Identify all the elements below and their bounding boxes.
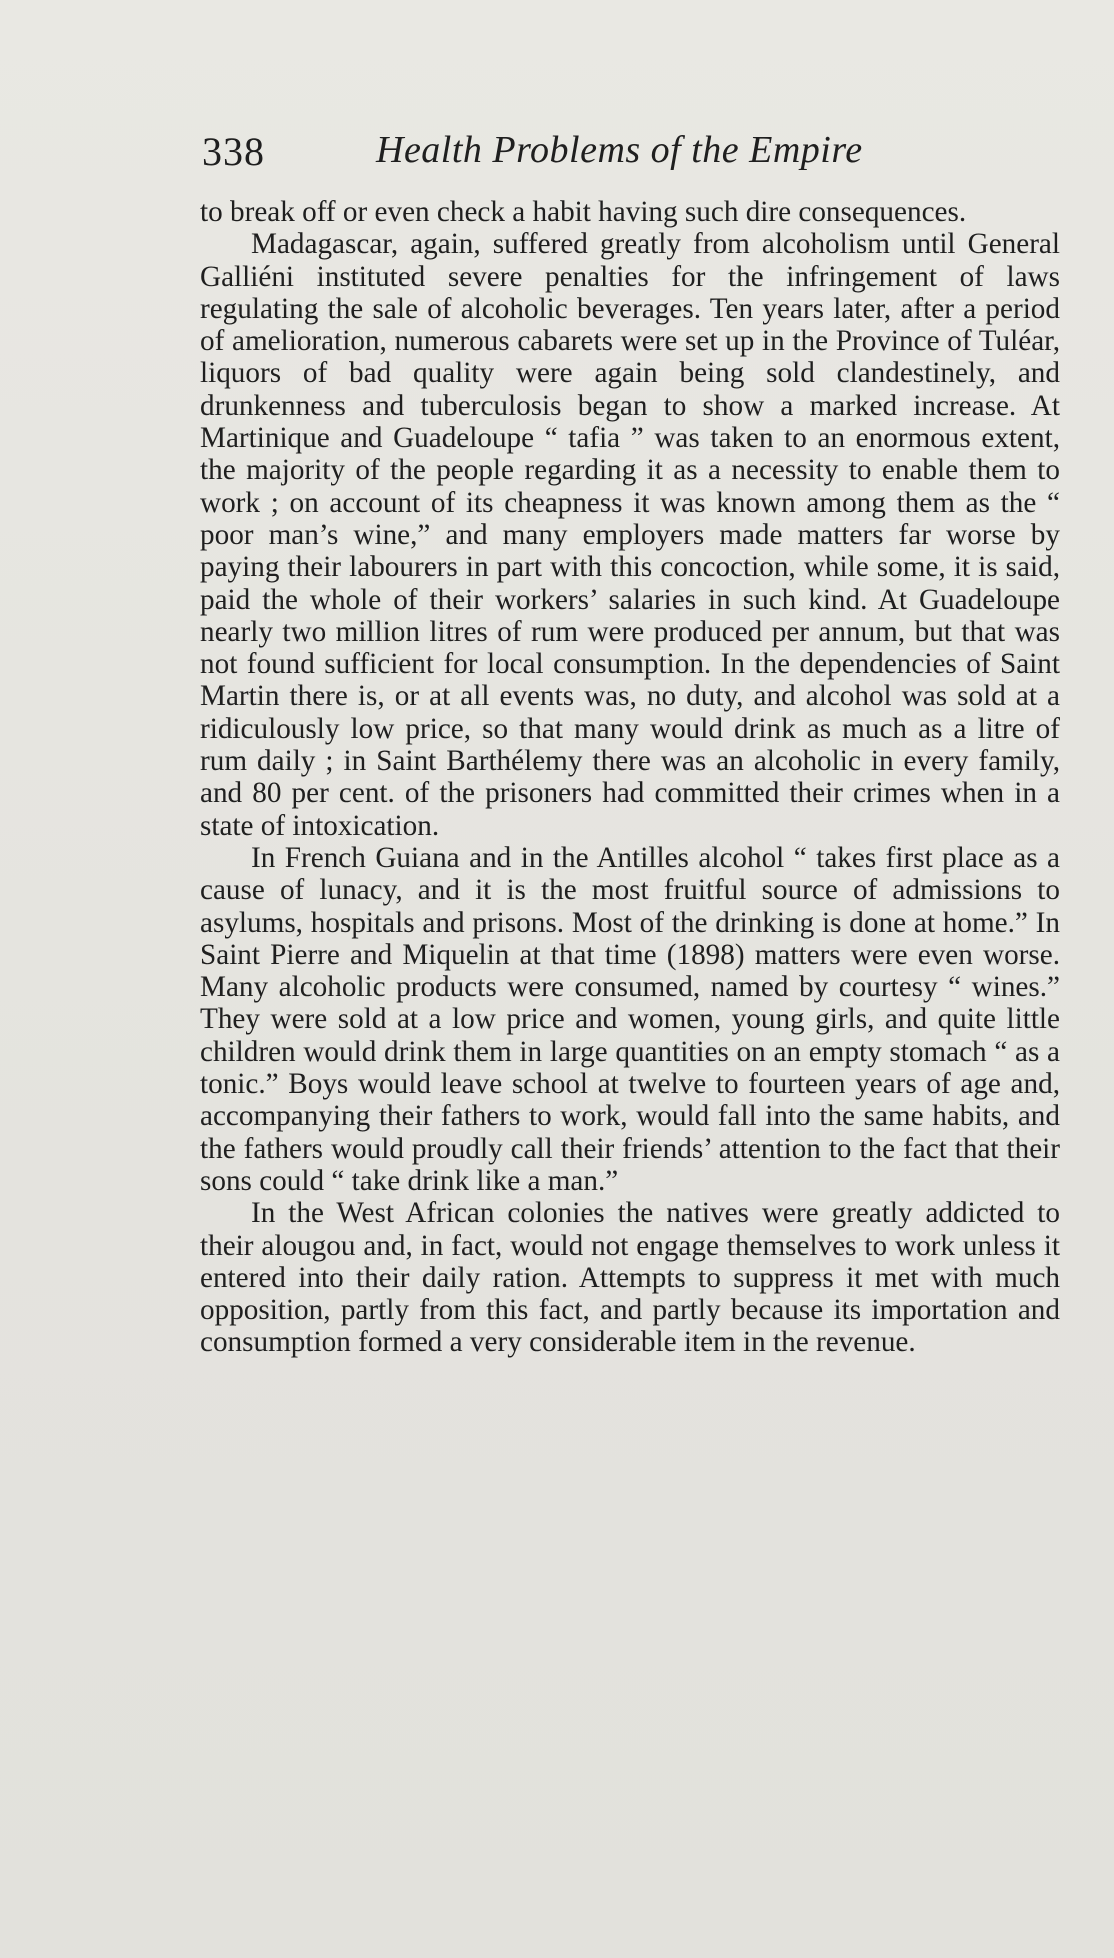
page-number: 338 [202, 129, 265, 174]
running-title: Health Problems of the Empire [376, 129, 863, 171]
body-text [200, 196, 1060, 1359]
paragraph-west-africa: In the West African colonies the natives were greatly addicted to their alougou and, in fact, would not engage themselves to work unless it entered into their daily ration. Attempts to suppress it met with much opposition, partly from this fact, and partly because its importation and consumption formed a very considerable item in the revenue. [200, 1197, 1060, 1359]
paragraph-french-guiana: In French Guiana and in the Antilles alcohol “ takes first place as a cause of lunacy, and it is the most fruitful source of admissions to asylums, hospitals and prisons. Most of the drinking is done at home.” In Saint Pierre and Miquelin at that time (1898) matters were even worse. Many alcoholic products were consumed, named by courtesy “ wines.” They were sold at a low price and women, young girls, and quite little children would drink them in large quantities on an empty stomach “ as a tonic.” Boys would leave school at twelve to fourteen years of age and, accompanying their fathers to work, would fall into the same habits, and the fathers would proudly call their friends’ attention to the fact that their sons could “ take drink like a man.” [200, 841, 1060, 1197]
paragraph-madagascar: Madagascar, again, suffered greatly from alcoholism until General Galliéni instituted severe penalties for the infringement of laws regulating the sale of alcoholic beverages. Ten years later, after a period of amelioration, numerous cabarets were set up in the Province of Tuléar, liquors of bad quality were again being sold clandestinely, and drunkenness and tuberculosis began to show a marked increase. At Martinique and Guadeloupe “ tafia ” was taken to an enormous extent, the majority of the people regarding it as a necessity to enable them to work ; on account of its cheapness it was known among them as the “ poor man’s wine,” and many employers made matters far worse by paying their labourers in part with this concoction, while some, it is said, paid the whole of their workers’ salaries in such kind. At Guadeloupe nearly two million litres of rum were produced per annum, but that was not found sufficient for local consumption. In the dependencies of Saint Martin there is, or at all events was, no duty, and alcohol was sold at a ridiculously low price, so that many would drink as much as a litre of rum daily ; in Saint Barthélemy there was an alcoholic in every family, and 80 per cent. of the prisoners had committed their crimes when in a state of intoxication. [200, 228, 1060, 842]
paragraph-continuation: to break off or even check a habit having such dire consequences. [200, 196, 967, 228]
page-header [202, 128, 1062, 188]
